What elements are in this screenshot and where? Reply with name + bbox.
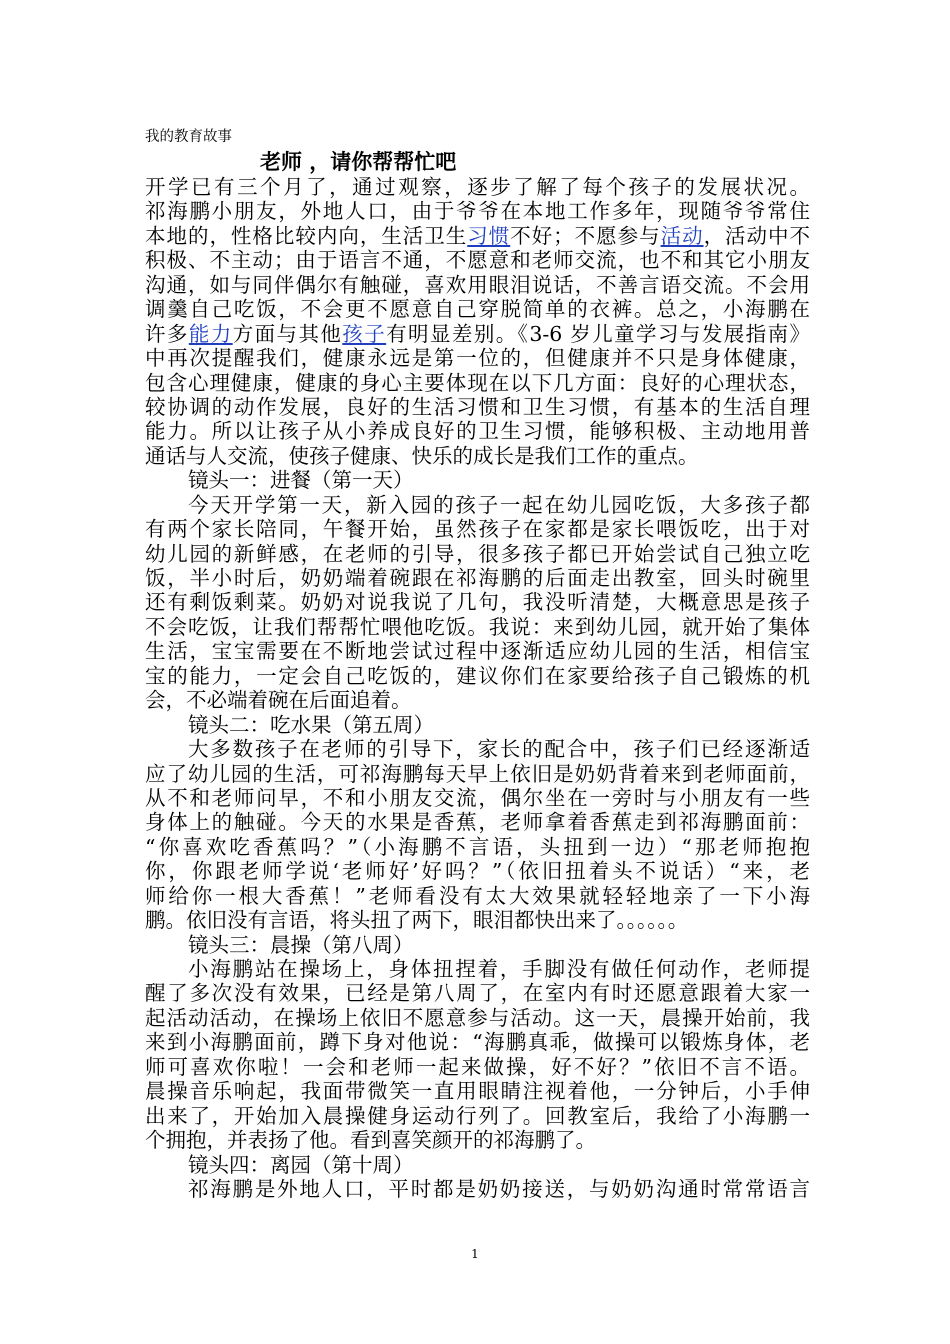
document-body xyxy=(145,175,810,1201)
text-line xyxy=(145,664,810,688)
text-line xyxy=(145,884,810,908)
document-label: 我的教育故事 xyxy=(145,129,232,145)
text-segment: 有两个家长陪同，午餐开始，虽然孩子在家都是家长喂饭吃，出于对 xyxy=(145,517,810,542)
text-line xyxy=(145,1055,810,1079)
text-segment: 开学已有三个月了，通过观察，逐步了解了每个孩子的发展状况。 xyxy=(145,175,810,199)
text-segment: 有明显差别。《3-6 岁儿童学习与发展指南》 xyxy=(386,321,811,346)
text-segment: 宝的能力，一定会自己吃饭的，建议你们在家要给孩子自己锻炼的机 xyxy=(145,663,810,688)
text-line xyxy=(145,1104,810,1128)
text-segment: 祁海鹏小朋友，外地人口，由于爷爷在本地工作多年，现随爷爷常住 xyxy=(145,199,810,224)
hyperlink[interactable]: 孩子 xyxy=(342,321,387,346)
text-line xyxy=(145,859,810,883)
text-segment: 通话与人交流，使孩子健康、快乐的成长是我们工作的重点。 xyxy=(145,443,699,468)
text-line xyxy=(145,786,810,810)
text-line xyxy=(145,737,810,761)
hyperlink[interactable]: 活动 xyxy=(660,223,704,248)
text-segment: 中再次提醒我们，健康永远是第一位的，但健康并不只是身体健康， xyxy=(145,346,810,371)
text-segment: 不会吃饭，让我们帮帮忙喂他吃饭。我说：来到幼儿园，就开始了集体 xyxy=(145,614,810,639)
hyperlink[interactable]: 能力 xyxy=(188,321,233,346)
text-segment: 镜头四：离园（第十周） xyxy=(188,1152,414,1177)
text-line xyxy=(145,590,810,614)
text-segment: 许多 xyxy=(145,321,189,346)
text-line xyxy=(145,908,810,932)
text-line xyxy=(145,688,810,712)
text-line xyxy=(145,395,810,419)
text-segment: 身体上的触碰。今天的水果是香蕉，老师拿着香蕉走到祁海鹏面前： xyxy=(145,810,810,835)
text-line xyxy=(145,762,810,786)
document-title: 老师 ，请你帮帮忙吧 xyxy=(260,150,457,174)
text-line xyxy=(145,639,810,663)
text-line xyxy=(145,1153,810,1177)
text-line xyxy=(145,1006,810,1030)
text-segment: 会，不必端着碗在后面追着。 xyxy=(145,688,412,713)
text-line xyxy=(145,1128,810,1152)
text-line xyxy=(145,1177,810,1201)
text-segment: 晨操音乐响起，我面带微笑一直用眼睛注视着他，一分钟后，小手伸 xyxy=(145,1079,810,1104)
text-line xyxy=(145,810,810,834)
text-segment: 还有剩饭剩菜。奶奶对说我说了几句，我没听清楚，大概意思是孩子 xyxy=(145,590,810,615)
text-segment: 个拥抱，并表扬了他。看到喜笑颜开的祁海鹏了。 xyxy=(145,1128,596,1153)
text-line xyxy=(145,322,810,346)
text-line xyxy=(145,933,810,957)
text-segment: 从不和老师问早，不和小朋友交流，偶尔坐在一旁时与小朋友有一些 xyxy=(145,785,810,810)
text-segment: 不好；不愿参与 xyxy=(510,223,661,248)
text-segment: 师可喜欢你啦！一会和老师一起来做操，好不好？”依旧不言不语。 xyxy=(145,1054,810,1079)
text-segment: 你，你跟老师学说‘老师好’好吗？”（依旧扭着头不说话）“来，老 xyxy=(145,859,810,884)
text-segment: 包含心理健康，健康的身心主要体现在以下几方面：良好的心理状态， xyxy=(145,370,810,395)
text-segment: 师给你一根大香蕉！”老师看没有太大效果就轻轻地亲了一下小海 xyxy=(145,883,810,908)
page-number: 1 xyxy=(471,1247,479,1261)
text-segment: 调羹自己吃饭，不会更不愿意自己穿脱简单的衣裤。总之，小海鹏在 xyxy=(145,297,810,322)
text-line xyxy=(145,835,810,859)
text-line xyxy=(145,419,810,443)
text-line xyxy=(145,273,810,297)
hyperlink[interactable]: 习惯 xyxy=(467,223,511,248)
text-line xyxy=(145,175,810,199)
text-segment: 起活动活动，在操场上依旧不愿意参与活动。这一天，晨操开始前，我 xyxy=(145,1005,810,1030)
text-segment: 大多数孩子在老师的引导下，家长的配合中，孩子们已经逐渐适 xyxy=(188,737,810,762)
text-segment: 来到小海鹏面前，蹲下身对他说：“海鹏真乖，做操可以锻炼身体，老 xyxy=(145,1030,810,1055)
text-line xyxy=(145,957,810,981)
text-segment: 幼儿园的新鲜感，在老师的引导，很多孩子都已开始尝试自己独立吃 xyxy=(145,541,810,566)
text-line xyxy=(145,981,810,1005)
text-line xyxy=(145,224,810,248)
text-line xyxy=(145,1030,810,1054)
text-segment: 祁海鹏是外地人口，平时都是奶奶接送，与奶奶沟通时常常语言 xyxy=(188,1176,810,1201)
text-line xyxy=(145,542,810,566)
text-segment: 较协调的动作发展，良好的生活习惯和卫生习惯，有基本的生活自理 xyxy=(145,394,810,419)
text-line xyxy=(145,248,810,272)
text-segment: 镜头二：吃水果（第五周） xyxy=(188,712,434,737)
text-line xyxy=(145,468,810,492)
text-segment: 方面与其他 xyxy=(232,321,343,346)
text-segment: 沟通，如与同伴偶尔有触碰，喜欢用眼泪说话，不善言语交流。不会用 xyxy=(145,272,810,297)
text-line xyxy=(145,371,810,395)
text-line xyxy=(145,1079,810,1103)
text-segment: 能力。所以让孩子从小养成良好的卫生习惯，能够积极、主动地用普 xyxy=(145,419,810,444)
text-segment: 镜头三：晨操（第八周） xyxy=(188,932,414,957)
text-segment: 鹏。依旧没有言语，将头扭了两下，眼泪都快出来了。。。。。。 xyxy=(145,908,689,933)
text-line xyxy=(145,566,810,590)
text-segment: 醒了多次没有效果，已经是第八周了，在室内有时还愿意跟着大家一 xyxy=(145,981,810,1006)
text-line xyxy=(145,713,810,737)
text-line xyxy=(145,517,810,541)
text-segment: 今天开学第一天，新入园的孩子一起在幼儿园吃饭，大多孩子都 xyxy=(188,492,810,517)
text-segment: 饭，半小时后，奶奶端着碗跟在祁海鹏的后面走出教室，回头时碗里 xyxy=(145,566,810,590)
text-segment: “你喜欢吃香蕉吗？”（小海鹏不言语，头扭到一边）“那老师抱抱 xyxy=(145,834,810,859)
text-segment: 小海鹏站在操场上，身体扭捏着，手脚没有做任何动作，老师提 xyxy=(188,957,810,981)
text-segment: 积极、不主动；由于语言不通，不愿意和老师交流，也不和其它小朋友 xyxy=(145,248,810,273)
text-segment: ，活动中不 xyxy=(703,223,811,248)
text-line xyxy=(145,297,810,321)
text-segment: 生活，宝宝需要在不断地尝试过程中逐渐适应幼儿园的生活，相信宝 xyxy=(145,639,810,664)
text-segment: 镜头一：进餐（第一天） xyxy=(188,468,414,493)
text-segment: 应了幼儿园的生活，可祁海鹏每天早上依旧是奶奶背着来到老师面前， xyxy=(145,761,810,786)
text-segment: 本地的，性格比较内向，生活卫生 xyxy=(145,223,468,248)
text-line xyxy=(145,199,810,223)
text-line xyxy=(145,444,810,468)
text-line xyxy=(145,493,810,517)
text-segment: 出来了，开始加入晨操健身运动行列了。回教室后，我给了小海鹏一 xyxy=(145,1103,810,1128)
text-line xyxy=(145,615,810,639)
text-line xyxy=(145,346,810,370)
